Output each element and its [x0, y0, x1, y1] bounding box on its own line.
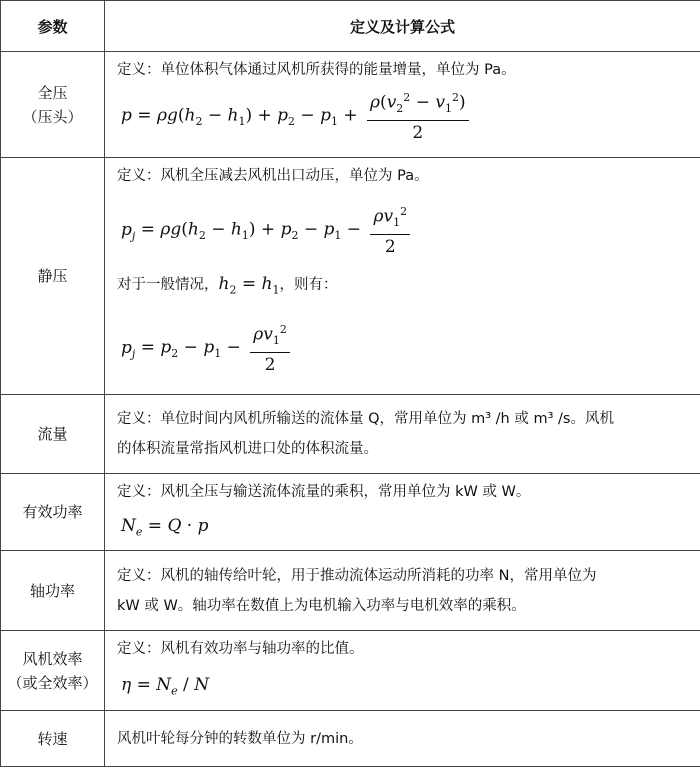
definition-cell [105, 551, 700, 631]
table-row [1, 158, 700, 395]
table-header-row [1, 1, 700, 52]
param-name: 全压 [37, 83, 68, 102]
param-cell [1, 52, 105, 158]
param-name: 有效功率 [22, 503, 83, 521]
header-param: 参数 [1, 1, 105, 52]
table-row [1, 711, 700, 767]
param-name-sub: （压头） [22, 107, 83, 126]
param-name: 静压 [37, 267, 68, 285]
table-row [1, 52, 700, 158]
condition-text: 对于一般情况， [117, 277, 219, 294]
table-row [1, 551, 700, 631]
table-row [1, 395, 700, 474]
total-pressure-formula: $p = \rho g(h_2 - h_1) + p_2 - p_1$ + $\frac{\rho(v_2^2 - v_1^2)}{2}$ [117, 85, 700, 153]
definition-text: 风机叶轮每分钟的转数单位为 r/min。 [117, 730, 363, 747]
definition-cell [105, 395, 700, 474]
definition-text: 定义：风机全压减去风机出口动压，单位为 Pa。 [117, 168, 429, 184]
definition-cell [105, 631, 700, 711]
param-name: 转速 [37, 729, 68, 748]
static-pressure-formula: $p_j = \rho g(h_2 - h_1) + p_2 - p_1$ − $\frac{\rho v_1^2}{2}$ [117, 191, 700, 265]
param-cell [1, 158, 105, 395]
definition-cell [105, 52, 700, 158]
table-row [1, 631, 700, 711]
param-name: 风机效率 [22, 649, 83, 668]
static-pressure-simplified-formula: $p_j = p_2 - p_1$ − $\frac{\rho v_1^2}{2}$ [117, 305, 700, 385]
efficiency-formula: $\eta = N_e / N$ [121, 675, 210, 698]
param-name: 流量 [37, 425, 68, 443]
param-cell [1, 551, 105, 631]
definition-text: 定义：风机有效功率与轴功率的比值。 [117, 641, 364, 657]
param-name: 轴功率 [29, 581, 75, 600]
effective-power-formula: $N_e = Q \cdot p$ [121, 516, 209, 539]
condition-tail: ，则有： [279, 277, 338, 294]
header-definition: 定义及计算公式 [105, 1, 700, 52]
definition-text: 定义：风机全压与输送流体流量的乘积，常用单位为 kW 或 W。 [117, 484, 531, 500]
definition-cell [105, 474, 700, 551]
definition-cell [105, 711, 700, 767]
table-row [1, 474, 700, 551]
param-cell [1, 711, 105, 767]
param-cell [1, 395, 105, 474]
definition-text-2: 的体积流量常指风机进口处的体积流量。 [117, 441, 378, 457]
definition-text: 定义：单位时间内风机所输送的流体量 Q，常用单位为 m³ /h 或 m³ /s。风机 [117, 411, 614, 427]
param-cell [1, 631, 105, 711]
definition-text: 定义：风机的轴传给叶轮，用于推动流体运动所消耗的功率 N，常用单位为 [117, 567, 597, 584]
param-name-sub: （或全效率） [7, 673, 98, 692]
param-cell [1, 474, 105, 551]
definition-text: 定义：单位体积气体通过风机所获得的能量增量，单位为 Pa。 [117, 62, 516, 78]
condition-line: 对于一般情况，$h_2 = h_1$，则有： [117, 274, 338, 297]
definition-cell [105, 158, 700, 395]
definition-text-2: kW 或 W。轴功率在数值上为电机输入功率与电机效率的乘积。 [117, 597, 526, 614]
